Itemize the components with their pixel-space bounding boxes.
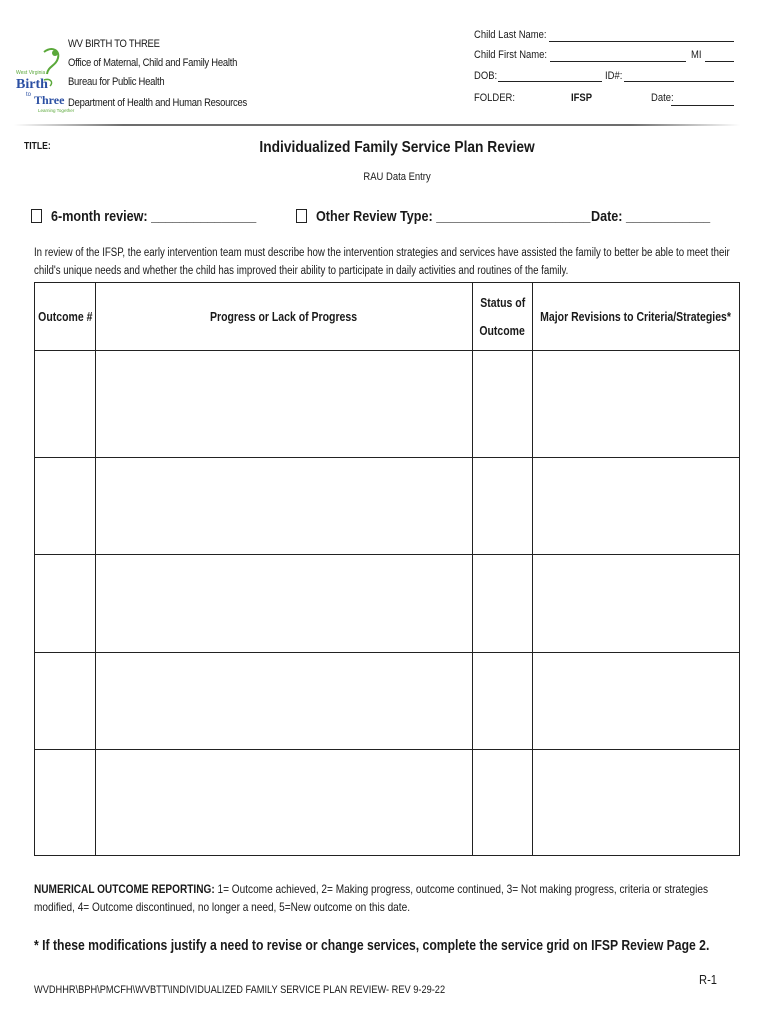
other-review-checkbox[interactable]	[296, 209, 307, 223]
six-month-review-checkbox[interactable]	[31, 209, 42, 223]
header-status-of-outcome: Status of Outcome	[479, 295, 526, 338]
revisions-cell[interactable]	[533, 653, 739, 749]
date-label: Date:	[651, 92, 674, 104]
folder-label: FOLDER:	[474, 92, 516, 104]
review-date-label: Date: ____________	[591, 208, 711, 225]
progress-cell[interactable]	[96, 458, 472, 554]
other-review-type-label: Other Review Type: ______________________	[316, 208, 591, 225]
status-cell[interactable]	[473, 351, 532, 457]
logo-small-text: West Virginia	[16, 70, 46, 76]
org-name: WV BIRTH TO THREE	[68, 38, 160, 50]
id-label: ID#:	[605, 70, 623, 82]
dob-label: DOB:	[474, 70, 498, 82]
modifications-note: * If these modifications justify a need to revise or change services, complete the service grid on IFSP Review Page 2.	[34, 938, 710, 954]
progress-cell[interactable]	[96, 750, 472, 855]
logo-to-text: to	[26, 92, 32, 98]
logo-birth-text: Birth	[16, 77, 48, 92]
header-major-revisions: Major Revisions to Criteria/Strategies*	[540, 309, 732, 324]
progress-cell[interactable]	[96, 351, 472, 457]
logo-tagline: Learning Together	[38, 108, 75, 113]
status-cell[interactable]	[473, 458, 532, 554]
child-first-name-label: Child First Name:	[474, 49, 548, 61]
folder-value: IFSP	[571, 92, 593, 104]
date-field[interactable]	[671, 105, 734, 106]
revisions-cell[interactable]	[533, 458, 739, 554]
status-cell[interactable]	[473, 555, 532, 652]
id-field[interactable]	[624, 81, 734, 82]
mi-label: MI	[691, 49, 702, 61]
org-bureau: Bureau for Public Health	[68, 76, 165, 88]
outcome-cell[interactable]	[35, 653, 95, 749]
header-progress: Progress or Lack of Progress	[210, 309, 358, 324]
org-department: Department of Health and Human Resources	[68, 97, 247, 109]
header-divider	[14, 124, 740, 126]
form-title: Individualized Family Service Plan Review	[259, 139, 535, 156]
revisions-cell[interactable]	[533, 750, 739, 855]
title-label: TITLE:	[24, 141, 51, 152]
progress-cell[interactable]	[96, 555, 472, 652]
dob-field[interactable]	[498, 81, 602, 82]
numerical-text: 1= Outcome achieved, 2= Making progress, outcome continued, 3= Not making progress, criteria or strategies modified, 4= Outcome discontinued, no longer a need, 5=New outcome on this date.	[34, 882, 709, 914]
outcome-cell[interactable]	[35, 351, 95, 457]
wv-birth-to-three-logo	[14, 44, 75, 120]
progress-cell[interactable]	[96, 653, 472, 749]
child-first-name-field[interactable]	[550, 61, 686, 62]
outcome-cell[interactable]	[35, 750, 95, 855]
footer-document-path: WVDHHR\BPH\PMCFH\WVBTT\INDIVIDUALIZED FAMILY SERVICE PLAN REVIEW- REV 9-29-22	[34, 984, 446, 996]
six-month-review-label: 6-month review: _______________	[51, 208, 257, 225]
numerical-outcome-reporting	[34, 880, 748, 916]
form-subtitle: RAU Data Entry	[363, 171, 431, 183]
page-number: R-1	[699, 972, 718, 987]
outcome-cell[interactable]	[35, 458, 95, 554]
mi-field[interactable]	[705, 61, 734, 62]
org-office: Office of Maternal, Child and Family Health	[68, 57, 238, 69]
outcome-cell[interactable]	[35, 555, 95, 652]
child-last-name-label: Child Last Name:	[474, 29, 547, 41]
numerical-label: NUMERICAL OUTCOME REPORTING:	[34, 882, 215, 896]
outcome-table	[34, 282, 740, 856]
header-outcome-number: Outcome #	[37, 309, 93, 324]
revisions-cell[interactable]	[533, 351, 739, 457]
logo-three-text: Three	[34, 93, 65, 107]
intro-paragraph: In review of the IFSP, the early intervention team must describe how the intervention strategies and services have assisted the family to better be able to meet their child's unique needs and whether the child has improved their ability to participate in daily activities and routines of the family.	[34, 247, 730, 277]
child-last-name-field[interactable]	[549, 41, 734, 42]
status-cell[interactable]	[473, 653, 532, 749]
revisions-cell[interactable]	[533, 555, 739, 652]
status-cell[interactable]	[473, 750, 532, 855]
